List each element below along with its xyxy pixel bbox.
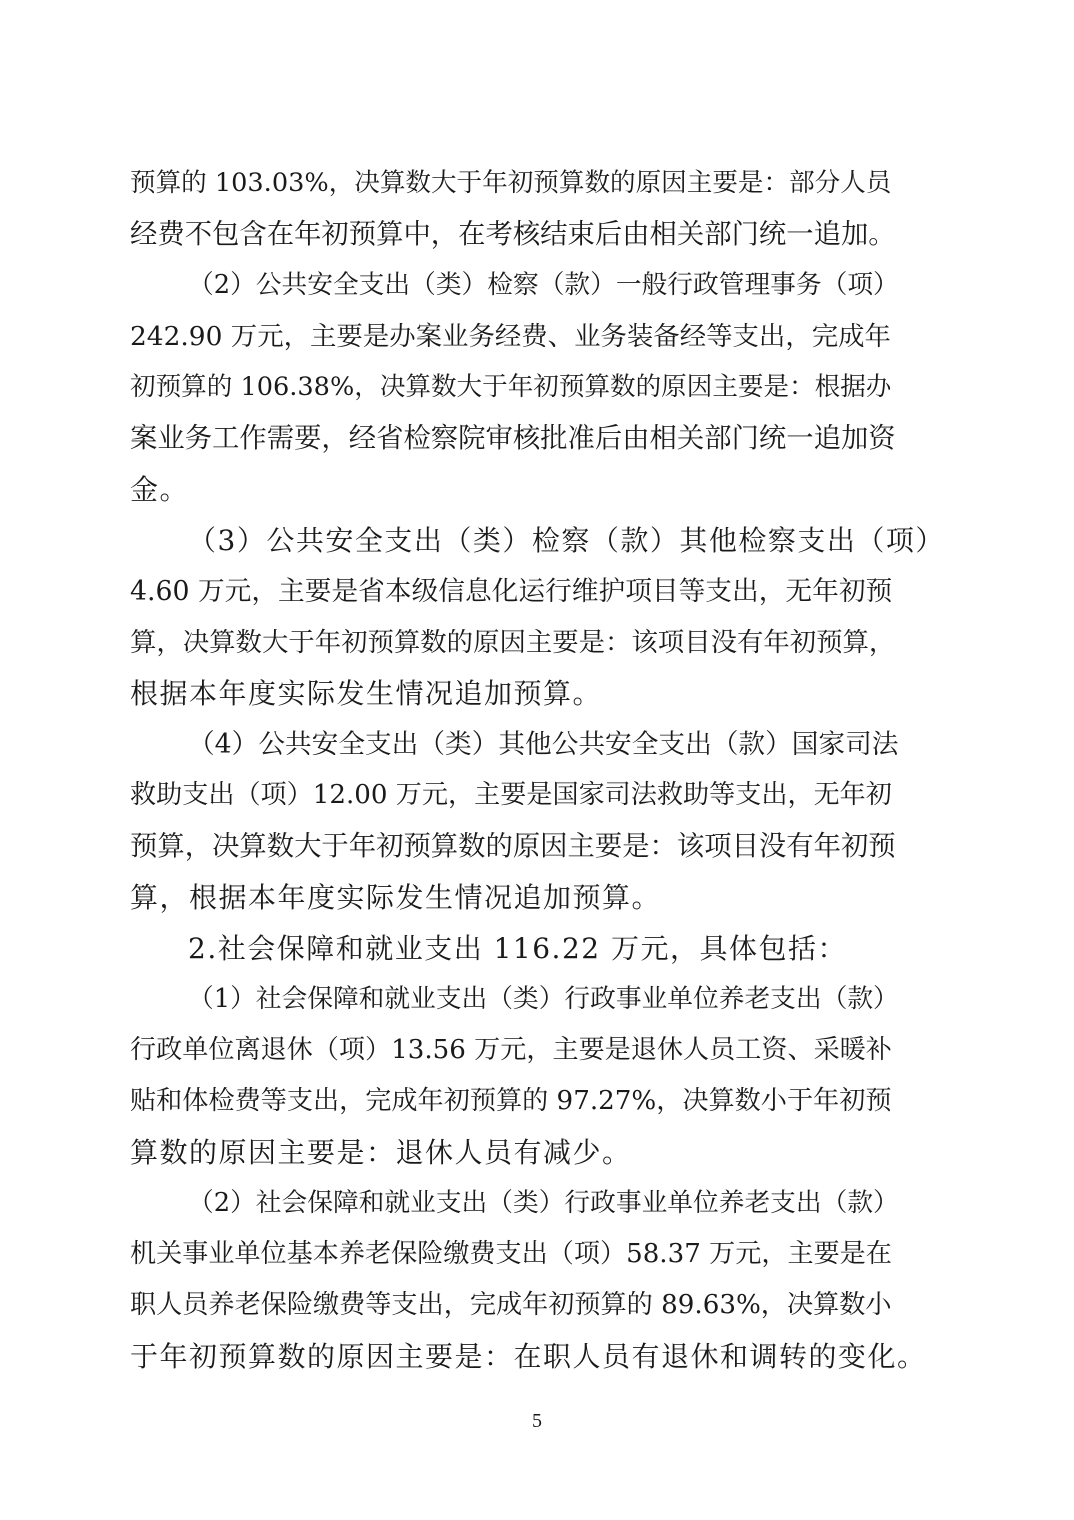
body-text bbox=[130, 158, 945, 1382]
section-heading: 2.社会保障和就业支出 116.22 万元，具体包括： bbox=[188, 932, 847, 965]
text-line: 初预算的 106.38%，决算数大于年初预算数的原因主要是：根据办 bbox=[130, 372, 892, 402]
paragraph-first-line: （1）社会保障和就业支出（类）行政事业单位养老支出（款） bbox=[188, 984, 899, 1014]
paragraph-first-line: （2）社会保障和就业支出（类）行政事业单位养老支出（款） bbox=[188, 1188, 899, 1218]
paragraph-first-line: （2）公共安全支出（类）检察（款）一般行政管理事务（项） bbox=[188, 270, 899, 300]
text-line: 预算的 103.03%，决算数大于年初预算数的原因主要是：部分人员 bbox=[130, 168, 892, 198]
text-line: 预算，决算数大于年初预算数的原因主要是：该项目没有年初预 bbox=[130, 831, 896, 862]
text-line: 职人员养老保险缴费等支出，完成年初预算的 89.63%，决算数小 bbox=[130, 1290, 892, 1320]
text-line: 救助支出（项）12.00 万元，主要是国家司法救助等支出，无年初 bbox=[130, 780, 892, 810]
text-line: 经费不包含在年初预算中，在考核结束后由相关部门统一追加。 bbox=[130, 219, 896, 250]
text-line: 算，决算数大于年初预算数的原因主要是：该项目没有年初预算， bbox=[130, 627, 896, 658]
text-line: 根据本年度实际发生情况追加预算。 bbox=[130, 677, 603, 710]
text-line: 242.90 万元，主要是办案业务经费、业务装备经等支出，完成年 bbox=[130, 321, 891, 352]
text-line: 算数的原因主要是：退休人员有减少。 bbox=[130, 1136, 632, 1169]
text-line: 于年初预算数的原因主要是：在职人员有退休和调转的变化。 bbox=[130, 1340, 927, 1373]
page-number: 5 bbox=[532, 1410, 542, 1432]
text-line: 机关事业单位基本养老保险缴费支出（项）58.37 万元，主要是在 bbox=[130, 1239, 892, 1269]
text-line: 贴和体检费等支出，完成年初预算的 97.27%，决算数小于年初预 bbox=[130, 1086, 892, 1116]
paragraph-first-line: （3）公共安全支出（类）检察（款）其他检察支出（项） bbox=[188, 524, 945, 557]
text-line: 4.60 万元，主要是省本级信息化运行维护项目等支出，无年初预 bbox=[130, 576, 893, 607]
text-line: 行政单位离退休（项）13.56 万元，主要是退休人员工资、采暖补 bbox=[130, 1035, 892, 1065]
text-line: 金。 bbox=[130, 473, 190, 506]
text-line: 算，根据本年度实际发生情况追加预算。 bbox=[130, 881, 662, 914]
paragraph-first-line: （4）公共安全支出（类）其他公共安全支出（款）国家司法 bbox=[188, 729, 899, 760]
text-line: 案业务工作需要，经省检察院审核批准后由相关部门统一追加资 bbox=[130, 423, 896, 454]
